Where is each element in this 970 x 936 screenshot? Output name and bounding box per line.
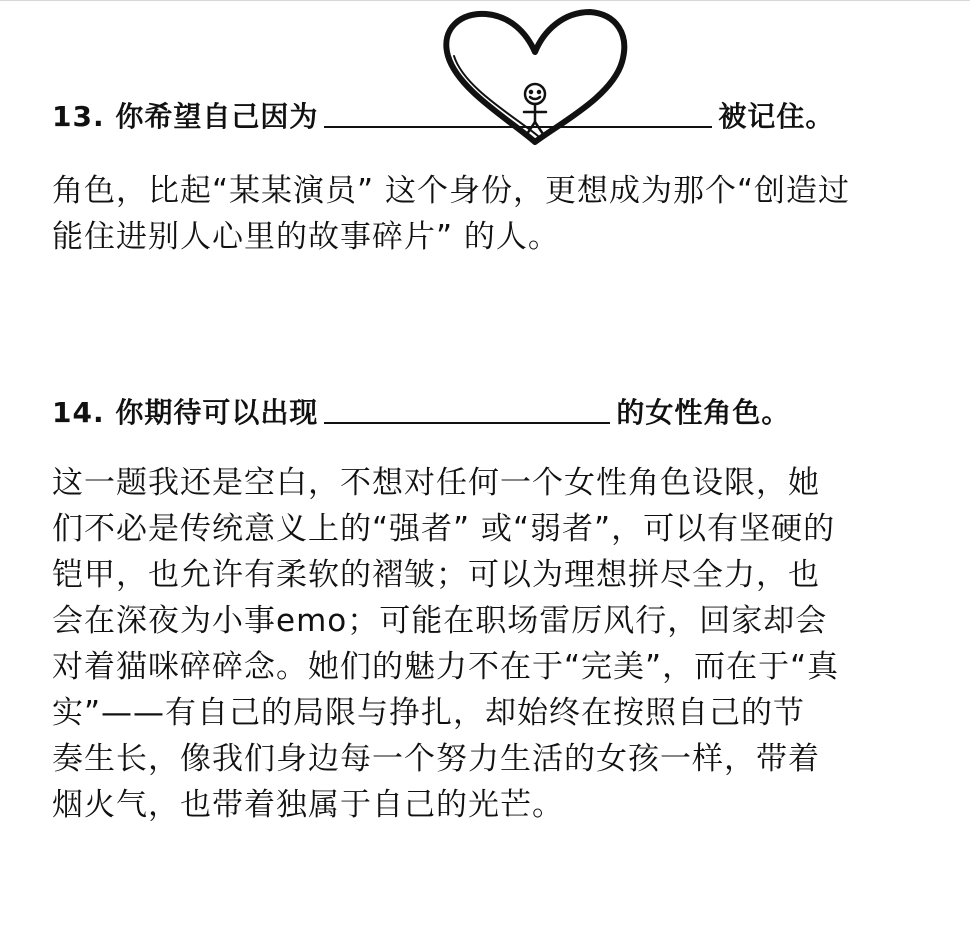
answer-14: [52, 460, 932, 828]
question-14: [52, 382, 790, 430]
answer-14-line: 这一题我还是空白，不想对任何一个女性角色设限，她: [52, 465, 820, 501]
answer-13: [52, 168, 932, 260]
answer-14-line: 铠甲，也允许有柔软的褶皱；可以为理想拼尽全力，也: [52, 557, 820, 593]
answer-13-line: 能住进别人心里的故事碎片” 的人。: [52, 219, 560, 255]
answer-14-line: 烟火气，也带着独属于自己的光芒。: [52, 787, 564, 823]
heart-with-stick-figure-icon: [440, 8, 630, 148]
answer-14-line: 对着猫咪碎碎念。她们的魅力不在于“完美”，而在于“真: [52, 649, 840, 685]
question-14-suffix: 的女性角色。: [616, 396, 791, 429]
answer-13-line: 角色，比起“某某演员” 这个身份，更想成为那个“创造过: [52, 173, 851, 209]
question-13-prefix: 13. 你希望自己因为: [52, 100, 319, 133]
top-divider: [0, 0, 970, 1]
answer-14-line: 实”——有自己的局限与挣扎，却始终在按照自己的节: [52, 695, 806, 731]
question-14-prefix: 14. 你期待可以出现: [52, 396, 319, 429]
question-13-suffix: 被记住。: [718, 100, 835, 133]
answer-14-line: 奏生长，像我们身边每一个努力生活的女孩一样，带着: [52, 741, 820, 777]
question-14-blank: [324, 388, 610, 424]
answer-14-line: 们不必是传统意义上的“强者” 或“弱者”，可以有坚硬的: [52, 511, 836, 547]
answer-14-line: 会在深夜为小事emo；可能在职场雷厉风行，回家却会: [52, 603, 828, 639]
